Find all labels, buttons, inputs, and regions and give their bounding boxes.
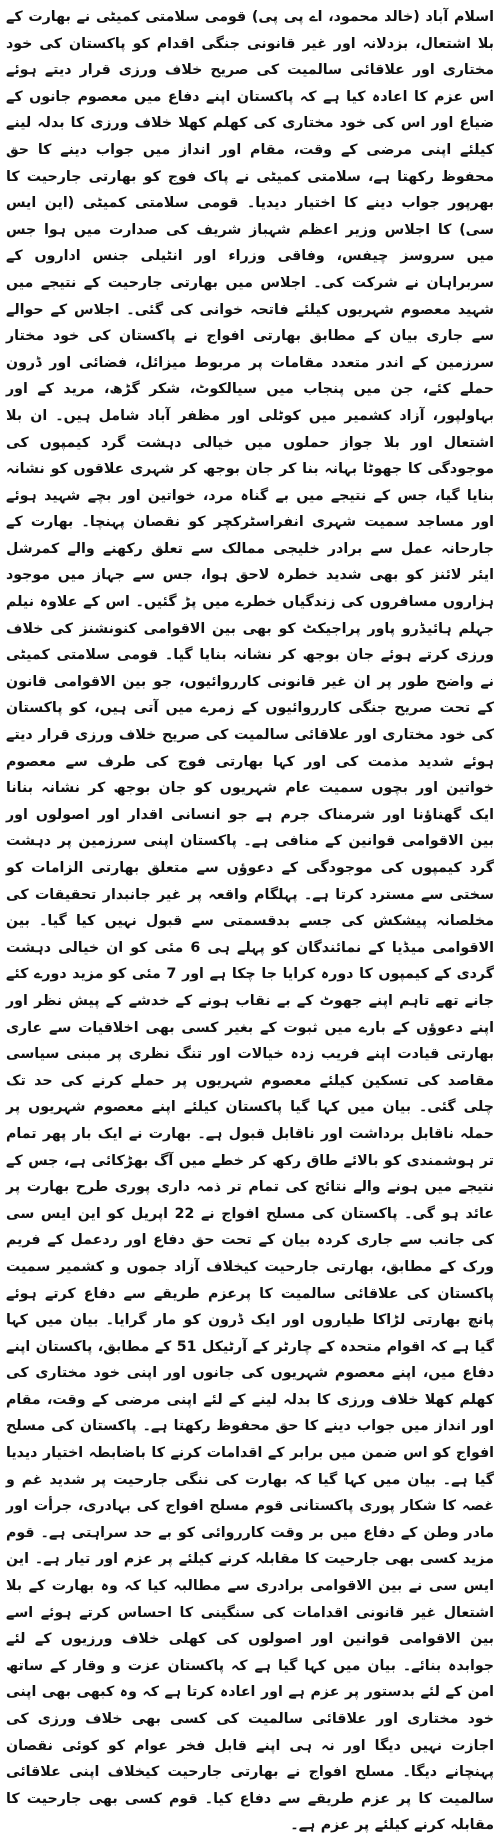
article-body-text: اسلام آباد (خالد محمود، اے پی پی) قومی سلامتی کمیٹی نے بھارت کے بلا اشتعال، بزدلانہ اور غیر قانونی جنگی اقدام کو پاکستان کی خود مختاری اور علاقائی سالمیت کی صریح خلاف ورزی قرار دیتے ہوئے اس عزم کا اعادہ کیا ہے کہ پاکستان اپنے دفاع میں معصوم جانوں کے ضیاع اور اس کی خود مختاری کی کھلم کھلا خلاف ورزی کا بدلہ لینے کیلئے اپنی مرضی کے وقت، مقام اور انداز میں جواب دینے کا حق محفوظ رکھتا ہے، سلامتی کمیٹی نے پاک فوج کو بھارتی جارحیت کا بھرپور جواب دینے کا اختیار دیدیا۔ قومی سلامتی کمیٹی (این ایس سی) کا اجلاس وزیر اعظم شہباز شریف کی صدارت میں ہوا جس میں سروسز چیفس، وفاقی وزراء اور انٹیلی جنس اداروں کے سربراہان نے شرکت کی۔ اجلاس میں بھارتی جارحیت کے نتیجے میں شہید معصوم شہریوں کیلئے فاتحہ خوانی کی گئی۔ اجلاس کے حوالے سے جاری بیان کے مطابق بھارتی افواج نے پاکستان کی خود مختار سرزمین کے اندر متعدد مقامات پر مربوط میزائل، فضائی اور ڈرون حملے کئے، جن میں پنجاب میں سیالکوٹ، شکر گڑھ، مرید کے اور بہاولپور، آزاد کشمیر میں کوٹلی اور مظفر آباد شامل ہیں۔ ان بلا اشتعال اور بلا جواز حملوں میں خیالی دہشت گرد کیمپوں کی موجودگی کا جھوٹا بہانہ بنا کر جان بوجھ کر شہری علاقوں کو نشانہ بنایا گیا، جس کے نتیجے میں بے گناہ مرد، خواتین اور بچے شہید ہوئے اور مساجد سمیت شہری انفراسٹرکچر کو نقصان پہنچا۔ بھارت کے جارحانہ عمل سے برادر خلیجی ممالک سے تعلق رکھنے والے کمرشل ایئر لائنز کو بھی شدید خطرہ لاحق ہوا، جس سے جہاز میں موجود ہزاروں مسافروں کی زندگیاں خطرے میں پڑ گئیں۔ اس کے علاوہ نیلم جہلم ہائیڈرو پاور پراجیکٹ کو بھی بین الاقوامی کنونشنز کی خلاف ورزی کرتے ہوئے جان بوجھ کر نشانہ بنایا گیا۔ قومی سلامتی کمیٹی نے واضح طور پر ان غیر قانونی کارروائیوں، جو بین الاقوامی قانون کے تحت صریح جنگی کارروائیوں کے زمرے میں آتی ہیں، کو پاکستان کی خود مختاری اور علاقائی سالمیت کی صریح خلاف ورزی قرار دیتے ہوئے شدید مذمت کی اور کہا بھارتی فوج کی طرف سے معصوم خواتین اور بچوں سمیت عام شہریوں کو جان بوجھ کر نشانہ بنانا ایک گھناؤنا اور شرمناک جرم ہے جو انسانی اقدار اور اصولوں اور بین الاقوامی قوانین کے منافی ہے۔ پاکستان اپنی سرزمین پر دہشت گرد کیمپوں کی موجودگی کے دعوؤں سے متعلق بھارتی الزامات کو سختی سے مسترد کرتا ہے۔ پہلگام واقعہ پر غیر جانبدار تحقیقات کی مخلصانہ پیشکش کی جسے بدقسمتی سے قبول نہیں کیا گیا۔ بین الاقوامی میڈیا کے نمائندگان کو پہلے ہی 6 مئی کو ان خیالی دہشت گردی کے کیمپوں کا دورہ کرایا جا چکا ہے اور 7 مئی کو مزید دورے کئے جانے تھے تاہم اپنے جھوٹ کے بے نقاب ہونے کے خدشے کے پیش نظر اور اپنے دعوؤں کے بارے میں ثبوت کے بغیر کسی بھی اخلاقیات سے عاری بھارتی قیادت اپنے فریب زدہ خیالات اور تنگ نظری پر مبنی سیاسی مقاصد کی تسکین کیلئے معصوم شہریوں پر حملے کرنے کی حد تک چلی گئی۔ بیان میں کہا گیا پاکستان کیلئے اپنے معصوم شہریوں پر حملہ ناقابل برداشت اور ناقابل قبول ہے۔ بھارت نے ایک بار پھر تمام تر ہوشمندی کو بالائے طاق رکھ کر خطے میں آگ بھڑکائی ہے، جس کے نتیجے میں ہونے والے نتائج کی تمام تر ذمہ داری پوری طرح بھارت پر عائد ہو گی۔ پاکستان کی مسلح افواج نے 22 اپریل کو این ایس سی کی جانب سے جاری کردہ بیان کے تحت حق دفاع اور ردعمل کے فریم ورک کے مطابق، بھارتی جارحیت کیخلاف آزاد جموں و کشمیر سمیت پاکستان کی علاقائی سالمیت کا پرعزم طریقے سے دفاع کرتے ہوئے پانچ بھارتی لڑاکا طیاروں اور ایک ڈرون کو مار گرایا۔ بیان میں کہا گیا ہے کہ اقوام متحدہ کے چارٹر کے آرٹیکل 51 کے مطابق، پاکستان اپنے دفاع میں، اپنے معصوم شہریوں کی جانوں اور اپنی خود مختاری کی کھلم کھلا خلاف ورزی کا بدلہ لینے کے لئے اپنی مرضی کے وقت، مقام اور انداز میں جواب دینے کا حق محفوظ رکھتا ہے۔ پاکستان کی مسلح افواج کو اس ضمن میں برابر کے اقدامات کرنے کا باضابطہ اختیار دیدیا گیا ہے۔ بیان میں کہا گیا کہ بھارت کی ننگی جارحیت پر شدید غم و غصہ کا شکار پوری پاکستانی قوم مسلح افواج کی بہادری، جرأت اور مادر وطن کے دفاع میں بر وقت کارروائی کو بے حد سراہتی ہے۔ قوم مزید کسی بھی جارحیت کا مقابلہ کرنے کیلئے پر عزم اور تیار ہے۔ این ایس سی نے بین الاقوامی برادری سے مطالبہ کیا کہ وہ بھارت کے بلا اشتعال غیر قانونی اقدامات کی سنگینی کا احساس کرتے ہوئے اسے بین الاقوامی قوانین اور اصولوں کی کھلی خلاف ورزیوں کے لئے جوابدہ بنائے۔ بیان میں کہا گیا ہے کہ پاکستان عزت و وقار کے ساتھ امن کے لئے بدستور پر عزم ہے اور اعادہ کرتا ہے کہ وہ کبھی بھی اپنی خود مختاری اور علاقائی سالمیت کی کسی بھی خلاف ورزی کی اجازت نہیں دیگا اور نہ ہی اپنے قابل فخر عوام کو کوئی نقصان پہنچانے دیگا۔ مسلح افواج نے بھارتی جارحیت کیخلاف اپنی علاقائی سالمیت کا پر عزم طریقے سے دفاع کیا۔ قوم کسی بھی جارحیت کا مقابلہ کرنے کیلئے پر عزم ہے۔ — [6, 9, 495, 1834]
